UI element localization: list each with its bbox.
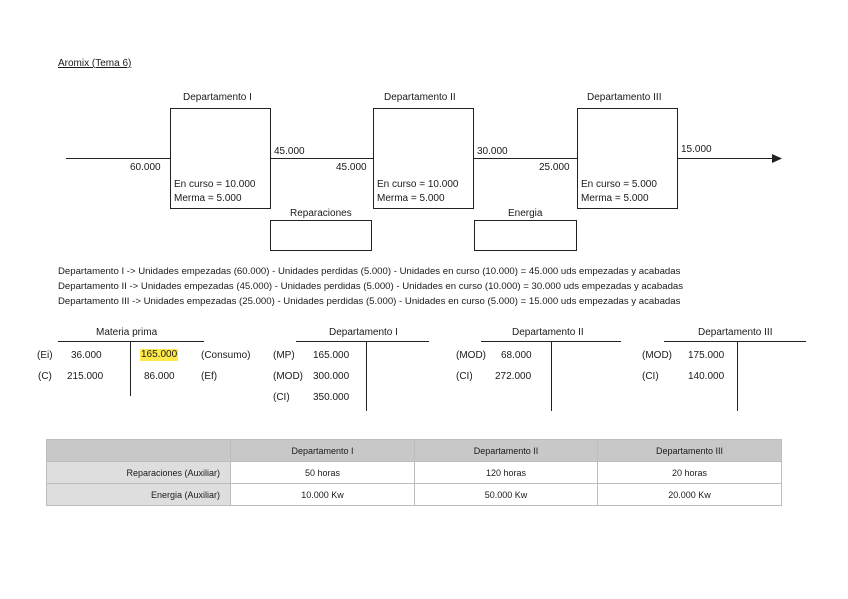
- table-header-cell: Departamento I: [231, 440, 415, 462]
- table-header-cell: [47, 440, 231, 462]
- d1-row1-code: (MOD): [273, 371, 303, 382]
- mp-row1-debit: 215.000: [67, 371, 104, 382]
- d2-row0-code: (MOD): [456, 350, 486, 361]
- d1-row1-value: 300.000: [313, 371, 350, 382]
- output-line: [678, 158, 774, 159]
- table-cell: 20 horas: [598, 462, 782, 484]
- dept3-merma: Merma = 5.000: [581, 193, 649, 204]
- dept2-label: Departamento II: [384, 92, 456, 103]
- note-dept2: Departamento II -> Unidades empezadas (45.000) - Unidades perdidas (5.000) - Unidades en curso (10.000) = 30.000 uds empezadas y acabadas: [58, 281, 684, 292]
- note-dept1: Departamento I -> Unidades empezadas (60.000) - Unidades perdidas (5.000) - Unidades en curso (10.000) = 45.000 uds empezadas y acabadas: [58, 266, 681, 277]
- d1-row2-code: (CI): [273, 392, 290, 403]
- dept1-merma: Merma = 5.000: [174, 193, 242, 204]
- mp-row0-credit-code: (Consumo): [201, 350, 251, 361]
- t-account-divider: [366, 341, 367, 411]
- mp-row1-credit-code: (Ef): [201, 371, 218, 382]
- table-cell: 120 horas: [415, 462, 598, 484]
- account-title: Departamento I: [329, 327, 398, 338]
- table-header-row: [47, 440, 782, 462]
- dept1-box: [170, 108, 271, 209]
- mp-row0-debit: 36.000: [71, 350, 102, 361]
- table-header-cell: Departamento III: [598, 440, 782, 462]
- d2-row1-value: 272.000: [495, 371, 532, 382]
- aux-energia-box: [474, 220, 577, 251]
- dept2-en-curso: En curso = 10.000: [377, 179, 459, 190]
- t-account-divider: [130, 341, 131, 396]
- dept2-merma: Merma = 5.000: [377, 193, 445, 204]
- account-title: Departamento III: [698, 327, 773, 338]
- d3-row1-value: 140.000: [688, 371, 725, 382]
- arrow-right-icon: [772, 154, 782, 163]
- t-account-divider: [737, 341, 738, 411]
- in3-qty: 25.000: [539, 162, 570, 173]
- dept3-en-curso: En curso = 5.000: [581, 179, 657, 190]
- d3-row1-code: (CI): [642, 371, 659, 382]
- d3-row0-value: 175.000: [688, 350, 725, 361]
- dept2-box: [373, 108, 474, 209]
- dept1-en-curso: En curso = 10.000: [174, 179, 256, 190]
- d1-row0-value: 165.000: [313, 350, 350, 361]
- d1-row0-code: (MP): [273, 350, 295, 361]
- mp-row1-credit: 86.000: [144, 371, 175, 382]
- table-cell: 50 horas: [231, 462, 415, 484]
- auxiliary-distribution-table: [46, 439, 782, 506]
- table-row-label: Energia (Auxiliar): [47, 484, 231, 506]
- d2-row1-code: (CI): [456, 371, 473, 382]
- input-qty: 60.000: [130, 162, 161, 173]
- table-row: [47, 462, 782, 484]
- t-account-top-line: [664, 341, 806, 342]
- aux-energia-label: Energia: [508, 208, 543, 219]
- account-title: Materia prima: [96, 327, 158, 338]
- t-account-top-line: [296, 341, 429, 342]
- input-line: [66, 158, 170, 159]
- note-dept3: Departamento III -> Unidades empezadas (25.000) - Unidades perdidas (5.000) - Unidades en curso (5.000) = 15.000 uds empezadas y acabadas: [58, 296, 681, 307]
- table-cell: 50.000 Kw: [415, 484, 598, 506]
- dept1-label: Departamento I: [183, 92, 252, 103]
- out2-qty: 30.000: [477, 146, 508, 157]
- account-title: Departamento II: [512, 327, 584, 338]
- table-cell: 20.000 Kw: [598, 484, 782, 506]
- mp-row0-credit: 165.000: [141, 349, 178, 360]
- table-header-cell: Departamento II: [415, 440, 598, 462]
- dept3-box: [577, 108, 678, 209]
- dept3-label: Departamento III: [587, 92, 662, 103]
- d1-row2-value: 350.000: [313, 392, 350, 403]
- aux-reparaciones-label: Reparaciones: [290, 208, 352, 219]
- t-account-top-line: [58, 341, 204, 342]
- d2-row0-value: 68.000: [501, 350, 532, 361]
- out1-qty: 45.000: [274, 146, 305, 157]
- table-row: [47, 484, 782, 506]
- out3-qty: 15.000: [681, 144, 712, 155]
- connector-1-2: [271, 158, 373, 159]
- table-cell: 10.000 Kw: [231, 484, 415, 506]
- mp-row1-code: (C): [38, 371, 52, 382]
- d3-row0-code: (MOD): [642, 350, 672, 361]
- connector-2-3: [474, 158, 577, 159]
- in2-qty: 45.000: [336, 162, 367, 173]
- page-title: Aromix (Tema 6): [58, 58, 132, 69]
- table-row-label: Reparaciones (Auxiliar): [47, 462, 231, 484]
- mp-row0-code: (Ei): [37, 350, 53, 361]
- aux-reparaciones-box: [270, 220, 372, 251]
- t-account-divider: [551, 341, 552, 411]
